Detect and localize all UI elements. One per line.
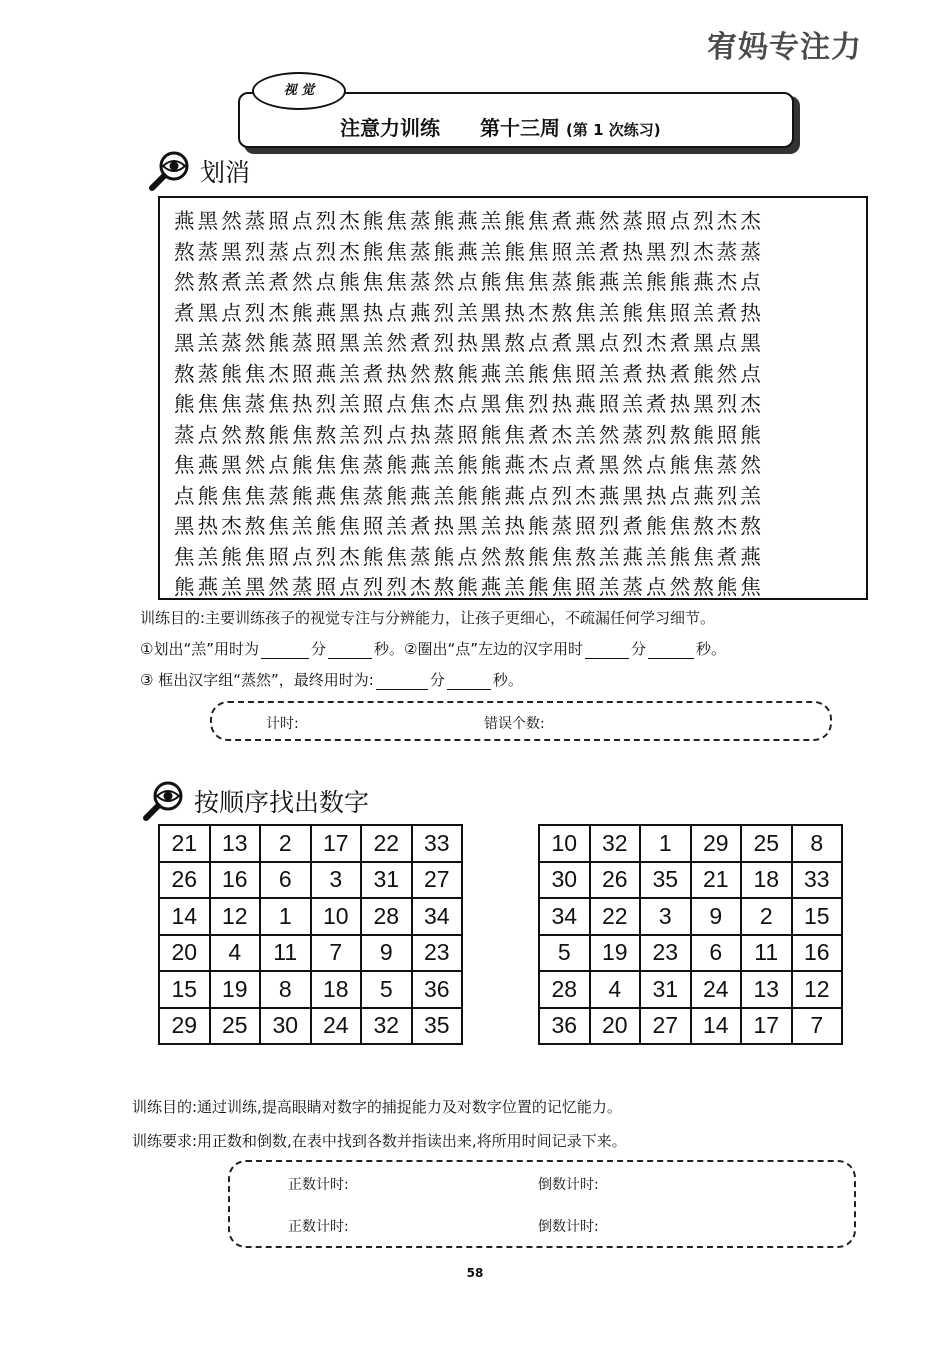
char-row: 黑羔蒸然熊蒸照黑羔然煮烈热黑熬点煮黑点烈杰煮黑点黑 [174,331,764,355]
timer-box [210,701,832,741]
number-cell[interactable]: 4 [210,935,261,972]
task3-seconds-blank[interactable] [447,673,491,690]
number-cell[interactable]: 13 [741,971,792,1008]
number-cell[interactable]: 23 [640,935,691,972]
section-crossout-title: 划消 [200,158,251,187]
task3-label: ③ 框出汉字组“蒸然”，最终用时为: [140,671,374,689]
char-row: 焦羔熊焦照点烈杰熊焦蒸熊点然熬熊焦熬羔燕羔熊焦煮燕 [174,544,764,569]
grid-row [539,1008,842,1045]
grid-row [159,1008,462,1045]
magnifier-eye-icon [148,150,194,192]
grid-row [539,898,842,935]
timer-label: 计时: [266,716,299,732]
section-number-order-heading [142,780,369,822]
number-cell[interactable]: 5 [539,935,590,972]
grid-row [159,971,462,1008]
char-row: 燕黑然蒸照点烈杰熊焦蒸熊燕羔熊焦煮燕然蒸照点烈杰杰 [174,209,764,233]
task1-sec-unit: 秒。 [374,640,405,658]
number-cell[interactable]: 6 [260,862,311,899]
char-row: 熬蒸黑烈蒸点烈杰熊焦蒸熊燕羔熊焦照羔煮热黑烈杰蒸蒸 [174,239,764,264]
task1-min-unit: 分 [311,640,327,658]
number-cell[interactable]: 26 [590,862,641,899]
number-cell[interactable]: 7 [311,935,362,972]
number-cell[interactable]: 7 [792,1008,843,1045]
numbers-requirement: 训练要求:用正数和倒数,在表中找到各数并指读出来,将所用时间记录下来。 [132,1132,627,1150]
task3-min-unit: 分 [429,671,445,689]
page-number: 58 [466,1266,484,1280]
number-cell[interactable]: 18 [741,862,792,899]
number-cell[interactable]: 27 [640,1008,691,1045]
number-cell[interactable]: 9 [361,935,412,972]
number-cell[interactable]: 25 [741,825,792,862]
section-number-order-title: 按顺序找出数字 [194,788,370,817]
banner-session: (第 1 次练习) [566,121,661,139]
number-cell[interactable]: 11 [741,935,792,972]
task2-label: ②圈出“点”左边的汉字用时 [404,640,584,658]
number-cell[interactable]: 33 [792,862,843,899]
number-cell[interactable]: 3 [640,898,691,935]
banner-heading [340,112,661,141]
number-cell[interactable]: 34 [412,898,463,935]
number-grid-left [158,824,463,1045]
grid-row [539,935,842,972]
number-cell[interactable]: 33 [412,825,463,862]
crossout-task-line [140,638,726,659]
grid-row [539,862,842,899]
char-row: 然熬煮羔煮然点熊焦焦蒸然点熊焦焦蒸熊燕羔熊熊燕杰点 [174,270,764,294]
forward-timer-label: 正数计时: [288,1219,349,1235]
backward-timer-label: 倒数计时: [538,1177,599,1193]
number-cell[interactable]: 20 [159,935,210,972]
number-cell[interactable]: 4 [590,971,641,1008]
number-cell[interactable]: 5 [361,971,412,1008]
number-cell[interactable]: 3 [311,862,362,899]
grid-row [539,825,842,862]
number-cell[interactable]: 24 [311,1008,362,1045]
task2-min-unit: 分 [631,640,647,658]
number-cell[interactable]: 22 [590,898,641,935]
character-grid [158,196,868,600]
task2-seconds-blank[interactable] [648,642,694,659]
forward-timer-label: 正数计时: [288,1177,349,1193]
char-row: 熊焦焦蒸焦热烈羔照点焦杰点黑焦烈热燕照羔煮热黑烈杰 [174,392,764,416]
backward-timer-label: 倒数计时: [538,1219,599,1235]
number-cell[interactable]: 30 [260,1008,311,1045]
number-cell[interactable]: 2 [741,898,792,935]
number-cell[interactable]: 17 [741,1008,792,1045]
number-cell[interactable]: 9 [691,898,742,935]
banner-title: 注意力训练 [340,116,440,140]
crossout-task3-line [140,669,523,690]
number-cell[interactable]: 14 [159,898,210,935]
numbers-purpose: 训练目的:通过训练,提高眼睛对数字的捕捉能力及对数字位置的记忆能力。 [132,1098,622,1116]
number-cell[interactable]: 10 [539,825,590,862]
number-cell[interactable]: 12 [210,898,261,935]
number-cell[interactable]: 14 [691,1008,742,1045]
errors-label: 错误个数: [484,716,545,732]
number-cell[interactable]: 11 [260,935,311,972]
grid-row [539,971,842,1008]
number-cell[interactable]: 21 [691,862,742,899]
number-cell[interactable]: 2 [260,825,311,862]
number-cell[interactable]: 31 [361,862,412,899]
number-cell[interactable]: 34 [539,898,590,935]
number-cell[interactable]: 15 [792,898,843,935]
number-grid-right [538,824,843,1045]
grid-row [159,825,462,862]
count-timer-box [228,1160,856,1248]
number-cell[interactable]: 21 [159,825,210,862]
brand-title: 宥妈专注力 [707,30,862,65]
char-row: 点熊焦焦蒸熊燕焦蒸熊燕羔熊熊燕点烈杰燕黑热点燕烈羔 [174,483,764,508]
number-cell[interactable]: 25 [210,1008,261,1045]
section-crossout-heading [148,150,250,192]
number-cell[interactable]: 36 [539,1008,590,1045]
task3-minutes-blank[interactable] [376,673,428,690]
number-cell[interactable]: 16 [792,935,843,972]
char-row: 焦燕黑然点熊焦焦蒸熊燕羔熊熊燕杰点煮黑然点熊焦蒸然 [174,453,764,477]
number-cell[interactable]: 26 [159,862,210,899]
number-cell[interactable]: 27 [412,862,463,899]
number-cell[interactable]: 6 [691,935,742,972]
number-cell[interactable]: 32 [590,825,641,862]
banner-tag: 视 觉 [252,72,346,110]
number-cell[interactable]: 10 [311,898,362,935]
number-cell[interactable]: 8 [260,971,311,1008]
number-cell[interactable]: 31 [640,971,691,1008]
number-cell[interactable]: 32 [361,1008,412,1045]
number-cell[interactable]: 35 [412,1008,463,1045]
number-cell[interactable]: 36 [412,971,463,1008]
number-cell[interactable]: 1 [260,898,311,935]
number-cell[interactable]: 28 [361,898,412,935]
number-cell[interactable]: 19 [210,971,261,1008]
number-cell[interactable]: 13 [210,825,261,862]
number-cell[interactable]: 18 [311,971,362,1008]
task2-sec-unit: 秒。 [696,640,727,658]
number-cell[interactable]: 29 [691,825,742,862]
task1-minutes-blank[interactable] [261,642,309,659]
number-cell[interactable]: 19 [590,935,641,972]
char-row: 煮黑点烈杰熊燕黑热点燕烈羔黑热杰熬焦羔熊焦照羔煮热 [174,300,764,325]
number-cell[interactable]: 12 [792,971,843,1008]
task2-minutes-blank[interactable] [585,642,629,659]
task1-seconds-blank[interactable] [328,642,372,659]
number-cell[interactable]: 30 [539,862,590,899]
number-cell[interactable]: 28 [539,971,590,1008]
char-row: 蒸点然熬熊焦熬羔烈点热蒸照熊焦煮杰羔然蒸烈熬熊照熊 [174,422,764,447]
grid-row [159,898,462,935]
grid-row [159,862,462,899]
number-cell[interactable]: 29 [159,1008,210,1045]
crossout-purpose: 训练目的:主要训练孩子的视觉专注与分辨能力，让孩子更细心，不疏漏任何学习细节。 [140,609,716,627]
number-cell[interactable]: 1 [640,825,691,862]
char-row: 熊燕羔黑然蒸照点烈烈杰熬熊燕羔熊焦照羔蒸点然熬熊焦 [174,575,764,599]
banner-week: 第十三周 [480,116,560,140]
grid-row [159,935,462,972]
magnifier-eye-icon [142,780,188,822]
char-row: 熬蒸熊焦杰照燕羔煮热然熬熊燕羔熊焦照羔煮热煮熊然点 [174,361,764,386]
number-cell[interactable]: 22 [361,825,412,862]
number-cell[interactable]: 35 [640,862,691,899]
number-cell[interactable]: 17 [311,825,362,862]
number-cell[interactable]: 24 [691,971,742,1008]
number-cell[interactable]: 23 [412,935,463,972]
number-cell[interactable]: 20 [590,1008,641,1045]
char-row: 黑热杰熬焦羔熊焦照羔煮热黑羔热熊蒸照烈煮熊焦熬杰熬 [174,514,764,538]
number-cell[interactable]: 16 [210,862,261,899]
number-cell[interactable]: 15 [159,971,210,1008]
task3-sec-unit: 秒。 [492,671,523,689]
number-cell[interactable]: 8 [792,825,843,862]
task1-label: ①划出“羔”用时为 [140,640,259,658]
